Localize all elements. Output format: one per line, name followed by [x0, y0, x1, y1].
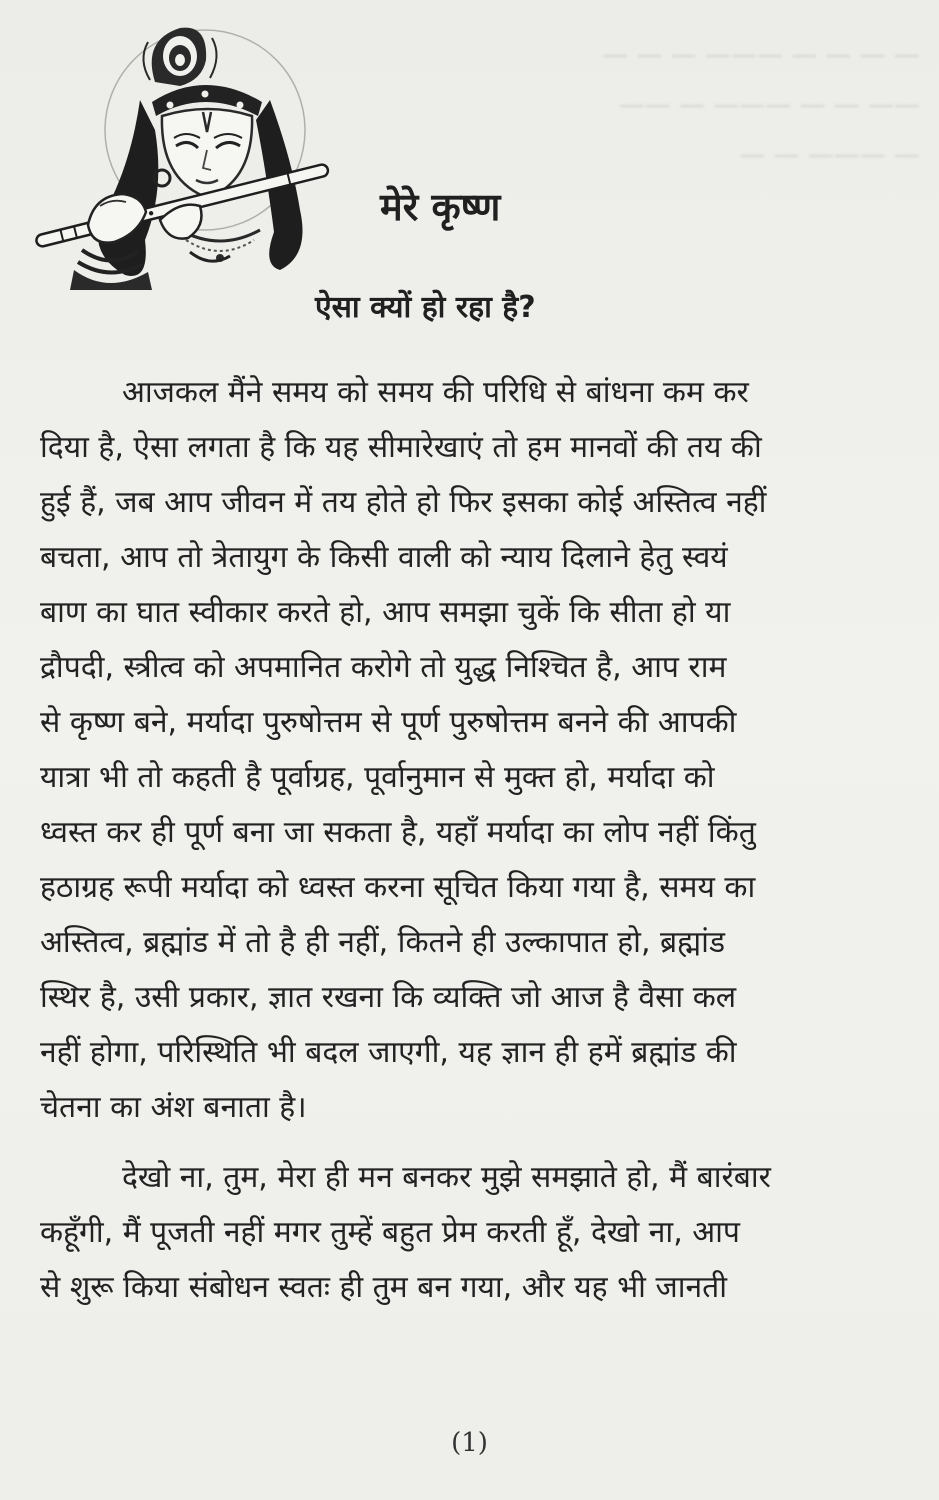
text-line: बाण का घात स्वीकार करते हो, आप समझा चुकें कि सीता हो या [40, 595, 731, 630]
text-line: अस्तित्व, ब्रह्मांड में तो है ही नहीं, कितने ही उल्कापात हो, ब्रह्मांड [40, 925, 725, 960]
text-line: से कृष्ण बने, मर्यादा पुरुषोत्तम से पूर्ण पुरुषोत्तम बनने की आपकी [40, 705, 737, 740]
bleed-through-texture: — — — — ——— — — — —— — — ——— — —— — ——— — — [602, 40, 920, 170]
text-line: चेतना का अंश बनाता है। [40, 1090, 307, 1125]
chapter-title: मेरे कृष्ण [380, 185, 501, 229]
text-line: दिया है, ऐसा लगता है कि यह सीमारेखाएं तो हम मानवों की तय की [40, 430, 762, 465]
paragraph-spacer [40, 1135, 865, 1150]
text-line: कहूँगी, मैं पूजती नहीं मगर तुम्हें बहुत प्रेम करती हूँ, देखो ना, आप [40, 1215, 740, 1250]
hair-left [98, 100, 159, 276]
page-number: (1) [451, 1428, 488, 1458]
text-line: ध्वस्त कर ही पूर्ण बना जा सकता है, यहाँ मर्यादा का लोप नहीं किंतु [40, 815, 756, 850]
text-line: देखो ना, तुम, मेरा ही मन बनकर मुझे समझाते हो, मैं बारंबार [122, 1160, 771, 1195]
text-line: हठाग्रह रूपी मर्यादा को ध्वस्त करना सूचित किया गया है, समय का [40, 870, 756, 905]
text-line: से शुरू किया संबोधन स्वतः ही तुम बन गया, और यह भी जानती [40, 1270, 728, 1305]
text-line: स्थिर है, उसी प्रकार, ज्ञात रखना कि व्यक्ति जो आज है वैसा कल [40, 980, 737, 1015]
text-line: हुई हैं, जब आप जीवन में तय होते हो फिर इसका कोई अस्तित्व नहीं [40, 485, 767, 520]
paragraph [40, 365, 865, 1135]
peacock-feather [143, 28, 216, 86]
text-line: बचता, आप तो त्रेतायुग के किसी वाली को न्याय दिलाने हेतु स्वयं [40, 540, 728, 575]
section-title: ऐसा क्यों हो रहा है? [315, 290, 536, 325]
text-line: द्रौपदी, स्त्रीत्व को अपमानित करोगे तो युद्ध निश्चित है, आप राम [40, 650, 727, 685]
body-text [40, 365, 865, 1315]
text-line: यात्रा भी तो कहती है पूर्वाग्रह, पूर्वानुमान से मुक्त हो, मर्यादा को [40, 760, 715, 795]
krishna-flute-illustration [30, 20, 330, 290]
text-line: आजकल मैंने समय को समय की परिधि से बांधना कम कर [122, 375, 749, 410]
text-line: नहीं होगा, परिस्थिति भी बदल जाएगी, यह ज्ञान ही हमें ब्रह्मांड की [40, 1035, 737, 1070]
paragraph [40, 1150, 865, 1315]
